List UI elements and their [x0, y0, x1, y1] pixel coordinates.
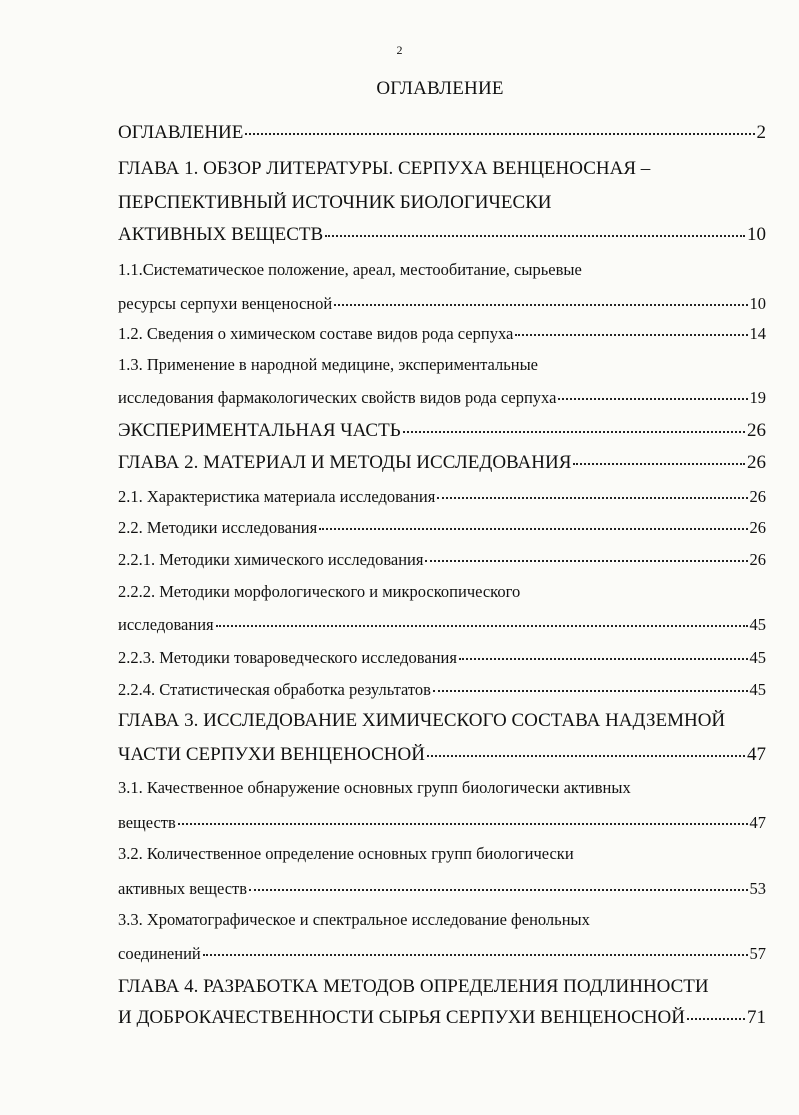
dot-leader — [403, 431, 745, 433]
toc-entry-line — [118, 710, 766, 732]
toc-entry — [118, 744, 766, 766]
toc-entry-title: исследования фармакологических свойств видов рода серпуха — [118, 388, 557, 407]
toc-entry-title: 1.2. Сведения о химическом составе видов рода серпуха — [118, 324, 514, 343]
toc-entry-title: 2.2.1. Методики химического исследования — [118, 550, 424, 569]
toc-entry-page: 47 — [747, 744, 766, 765]
toc-entry-page: 10 — [747, 224, 766, 245]
toc-entry-title: ПЕРСПЕКТИВНЫЙ ИСТОЧНИК БИОЛОГИЧЕСКИ — [118, 192, 552, 213]
dot-leader — [433, 690, 748, 692]
toc-entry — [118, 1007, 766, 1029]
toc-entry-page: 57 — [749, 944, 766, 963]
toc-entry-line — [118, 158, 766, 180]
toc-entry-line — [118, 260, 766, 280]
toc-entry — [118, 324, 766, 344]
toc-entry-title: 2.2. Методики исследования — [118, 518, 318, 537]
toc-entry-title: веществ — [118, 813, 176, 832]
toc-entry — [118, 550, 766, 570]
toc-entry-title: ЧАСТИ СЕРПУХИ ВЕНЦЕНОСНОЙ — [118, 744, 425, 765]
toc-entry-page: 10 — [749, 294, 766, 313]
toc-entry-title: ресурсы серпухи венценосной — [118, 294, 333, 313]
toc-entry-title: 1.3. Применение в народной медицине, экспериментальные — [118, 355, 538, 374]
toc-entry-line — [118, 192, 766, 214]
toc-entry — [118, 680, 766, 700]
toc-entry-title: И ДОБРОКАЧЕСТВЕННОСТИ СЫРЬЯ СЕРПУХИ ВЕНЦЕНОСНОЙ — [118, 1007, 685, 1028]
toc-entry-page: 26 — [747, 452, 766, 473]
toc-entry-page: 45 — [749, 648, 766, 667]
toc-entry-page: 19 — [749, 388, 766, 407]
toc-entry — [118, 615, 766, 635]
dot-leader — [437, 497, 747, 499]
toc-entry-title: 2.2.4. Статистическая обработка результатов — [118, 680, 431, 699]
toc-entry — [118, 224, 766, 246]
toc-entry — [118, 122, 766, 144]
dot-leader — [249, 889, 747, 891]
toc-entry-line — [118, 355, 766, 375]
toc-entry-page: 14 — [749, 324, 766, 343]
toc-entry-title: 2.2.2. Методики морфологического и микроскопического — [118, 582, 521, 601]
toc-entry-title: 3.1. Качественное обнаружение основных групп биологически активных — [118, 778, 631, 797]
toc-entry-title: 3.2. Количественное определение основных групп биологически — [118, 844, 574, 863]
toc-entry — [118, 388, 766, 408]
toc-entry-page: 26 — [749, 550, 766, 569]
dot-leader — [558, 398, 747, 400]
toc-entry-title: соединений — [118, 944, 201, 963]
toc-entry-page: 45 — [749, 680, 766, 699]
toc-entry-page: 45 — [749, 615, 766, 634]
toc-entry-title: исследования — [118, 615, 214, 634]
toc-entry-title: АКТИВНЫХ ВЕЩЕСТВ — [118, 224, 324, 245]
dot-leader — [216, 625, 748, 627]
toc-entry-line — [118, 582, 766, 602]
toc-entry-page: 26 — [747, 420, 766, 441]
toc-entry — [118, 813, 766, 833]
toc-entry-page: 2 — [756, 122, 766, 143]
toc-entry — [118, 879, 766, 899]
dot-leader — [319, 528, 747, 530]
toc-entry — [118, 648, 766, 668]
dot-leader — [515, 334, 747, 336]
toc-entry-page: 71 — [747, 1007, 766, 1028]
toc-entry-title: ГЛАВА 4. РАЗРАБОТКА МЕТОДОВ ОПРЕДЕЛЕНИЯ ПОДЛИННОСТИ — [118, 976, 709, 997]
toc-entry — [118, 420, 766, 442]
toc-entry-line — [118, 844, 766, 864]
toc-entry-title: активных веществ — [118, 879, 248, 898]
dot-leader — [459, 658, 748, 660]
page-number: 2 — [396, 43, 403, 57]
dot-leader — [334, 304, 747, 306]
dot-leader — [178, 823, 748, 825]
toc-entry-page: 26 — [749, 487, 766, 506]
toc-entry-line — [118, 778, 766, 798]
dot-leader — [245, 133, 754, 135]
toc-entry-title: 3.3. Хроматографическое и спектральное исследование фенольных — [118, 910, 590, 929]
dot-leader — [425, 560, 747, 562]
toc-entry-page: 53 — [749, 879, 766, 898]
toc-entry-line — [118, 910, 766, 930]
toc-entry — [118, 294, 766, 314]
dot-leader — [325, 235, 745, 237]
toc-entry-title: ОГЛАВЛЕНИЕ — [118, 122, 244, 143]
toc-entry — [118, 452, 766, 474]
toc-entry-page: 26 — [749, 518, 766, 537]
toc-entry-page: 47 — [749, 813, 766, 832]
toc-entry-title: ГЛАВА 2. МАТЕРИАЛ И МЕТОДЫ ИССЛЕДОВАНИЯ — [118, 452, 572, 473]
toc-entry-title: 2.1. Характеристика материала исследования — [118, 487, 436, 506]
toc-title: ОГЛАВЛЕНИЕ — [376, 78, 504, 99]
toc-entry-title: ГЛАВА 3. ИССЛЕДОВАНИЕ ХИМИЧЕСКОГО СОСТАВА НАДЗЕМНОЙ — [118, 710, 726, 731]
toc-entry — [118, 944, 766, 964]
toc-entry-title: ГЛАВА 1. ОБЗОР ЛИТЕРАТУРЫ. СЕРПУХА ВЕНЦЕНОСНАЯ – — [118, 158, 651, 179]
dot-leader — [687, 1018, 745, 1020]
toc-entry-line — [118, 976, 766, 998]
toc-entry — [118, 518, 766, 538]
dot-leader — [203, 954, 748, 956]
dot-leader — [427, 755, 745, 757]
toc-entry — [118, 487, 766, 507]
toc-entry-title: 1.1.Систематическое положение, ареал, местообитание, сырьевые — [118, 260, 582, 279]
toc-entry-title: ЭКСПЕРИМЕНТАЛЬНАЯ ЧАСТЬ — [118, 420, 401, 441]
dot-leader — [573, 463, 745, 465]
toc-entry-title: 2.2.3. Методики товароведческого исследования — [118, 648, 457, 667]
